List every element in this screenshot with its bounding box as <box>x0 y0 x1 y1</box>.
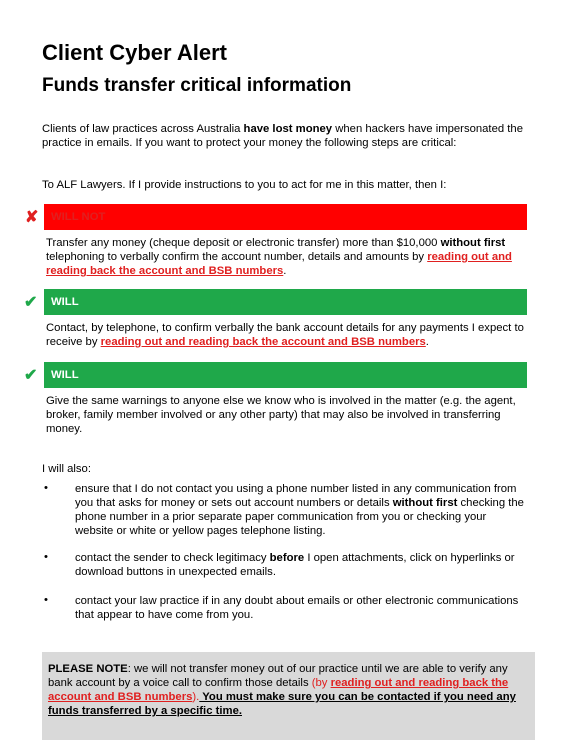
cross-icon: ✘ <box>25 209 39 226</box>
bullet-icon: • <box>44 594 48 606</box>
also-heading: I will also: <box>42 463 91 475</box>
list-item: ensure that I do not contact you using a phone number listed in any communication from you that asks for money or sets out account numbers or details without first checking the phone number in a prior separate paper communication from you or checking your website or white or yellow pages telephone listing. <box>75 483 524 537</box>
lead-paragraph: To ALF Lawyers. If I provide instructions to you to act for me in this matter, then I: <box>42 179 447 191</box>
bullet-icon: • <box>44 482 48 494</box>
bullet-icon: • <box>44 551 48 563</box>
will-not-paragraph: Transfer any money (cheque deposit or electronic transfer) more than $10,000 without first telephoning to verbally confirm the account number, details and amounts by reading out and reading back the account and BSB numbers. <box>46 237 512 277</box>
will-banner: WILL <box>44 362 527 388</box>
will-paragraph-2: Give the same warnings to anyone else we know who is involved in the matter (e.g. the agent, broker, family member involved or any other party) that may also be involved in transferring money. <box>46 395 516 435</box>
will-paragraph-1: Contact, by telephone, to confirm verbally the bank account details for any payments I expect to receive by reading out and reading back the account and BSB numbers. <box>46 322 524 348</box>
document-subtitle: Funds transfer critical information <box>42 75 352 96</box>
emphasis-link-text: reading out and reading back the account and BSB numbers <box>46 251 512 277</box>
emphasis-link-text: reading out and reading back the account and BSB numbers <box>100 336 426 348</box>
will-banner: WILL <box>44 289 527 315</box>
please-note-box: PLEASE NOTE: we will not transfer money out of our practice until we are able to verify any bank account by a voice call to confirm those details (by reading out and reading back the account and BSB numbers). You must make sure you can be contacted if you need any funds transferred by a specific time. <box>42 652 535 740</box>
document-title: Client Cyber Alert <box>42 40 228 65</box>
intro-paragraph: Clients of law practices across Australia have lost money when hackers have impersonated the practice in emails. If you want to protect your money the following steps are critical: <box>42 123 523 149</box>
emphasis-link-text: reading out and reading back the account and BSB numbers <box>48 677 509 703</box>
check-icon: ✔ <box>24 294 38 311</box>
list-item: contact your law practice if in any doubt about emails or other electronic communications that appear to have come from you. <box>75 595 519 621</box>
check-icon: ✔ <box>24 367 38 384</box>
will-not-banner: WILL NOT <box>44 204 527 230</box>
list-item: contact the sender to check legitimacy before I open attachments, click on hyperlinks or download buttons in unexpected emails. <box>75 552 515 578</box>
